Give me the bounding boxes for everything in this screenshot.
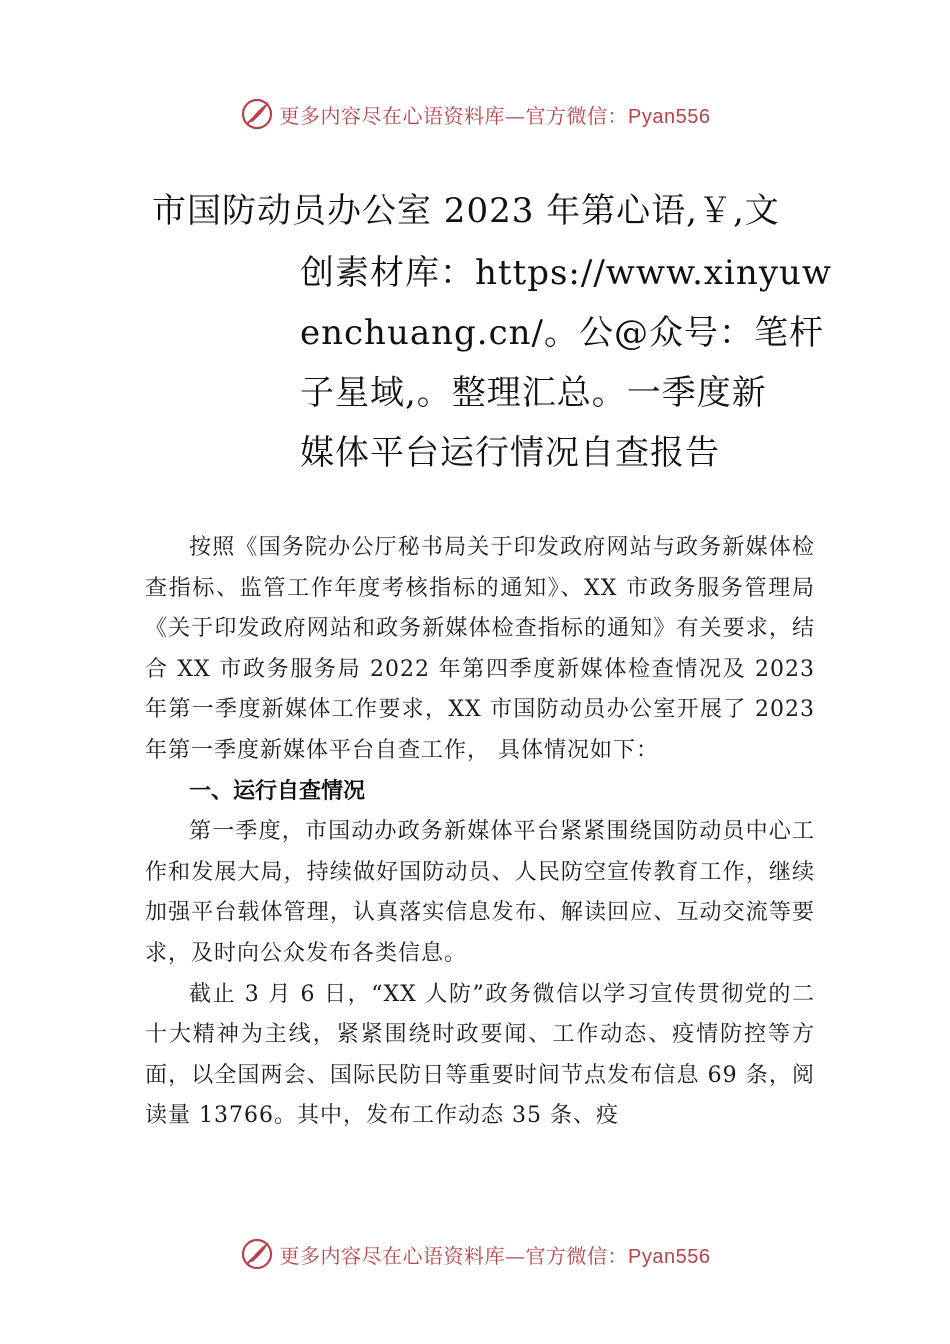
wechat-id: Pyan556 [628,105,711,128]
title-line-5: 媒体平台运行情况自查报告 [300,433,720,473]
title-line-1: 市国防动员办公室 2023 年第心语,￥,文 [152,191,780,231]
paragraph-wechat-stats: 截止 3 月 6 日，“XX 人防”政务微信以学习宣传贯彻党的二十大精神为主线，紧紧围绕时政要闻、工作动态、疫情防控等方面，以全国两会、国际民防日等重要时间节点发布信息 69 条，阅读量 13766。其中，发布工作动态 35 条、疫 [145,981,815,1129]
wechat-id: Pyan556 [628,1245,711,1268]
banner-text: 更多内容尽在心语资料库—官方微信：Pyan556 [279,103,711,128]
title-line-2: 创素材库：https://www.xinyuw [300,253,833,293]
header-banner [0,94,950,134]
footer-banner [0,1234,950,1274]
section-heading-1: 一、运行自查情况 [189,778,366,804]
title-line-3: enchuang.cn/。公@众号：笔杆 [300,313,824,353]
paragraph-overview: 第一季度，市国动办政务新媒体平台紧紧围绕国防动员中心工作和发展大局，持续做好国防动员、人民防空宣传教育工作，继续加强平台载体管理，认真落实信息发布、解读回应、互动交流等要求，及时向公众发布各类信息。 [145,819,815,966]
paragraph-intro: 按照《国务院办公厅秘书局关于印发政府网站与政务新媒体检查指标、监管工作年度考核指标的通知》、XX 市政务服务管理局《关于印发政府网站和政务新媒体检查指标的通知》有关要求，结合 XX 市政务服务局 2022 年第四季度新媒体检查情况及 2023 年第一季度新媒体工作要求，XX 市国防动员办公室开展了 2023 年第一季度新媒体平台自查工作， 具体情况如下： [145,535,815,763]
document-body [145,528,815,1137]
quill-logo-icon [240,97,274,131]
quill-logo-icon [240,1237,274,1271]
title-line-4: 子星域,。整理汇总。一季度新 [300,373,767,413]
banner-text: 更多内容尽在心语资料库—官方微信：Pyan556 [279,1243,711,1268]
